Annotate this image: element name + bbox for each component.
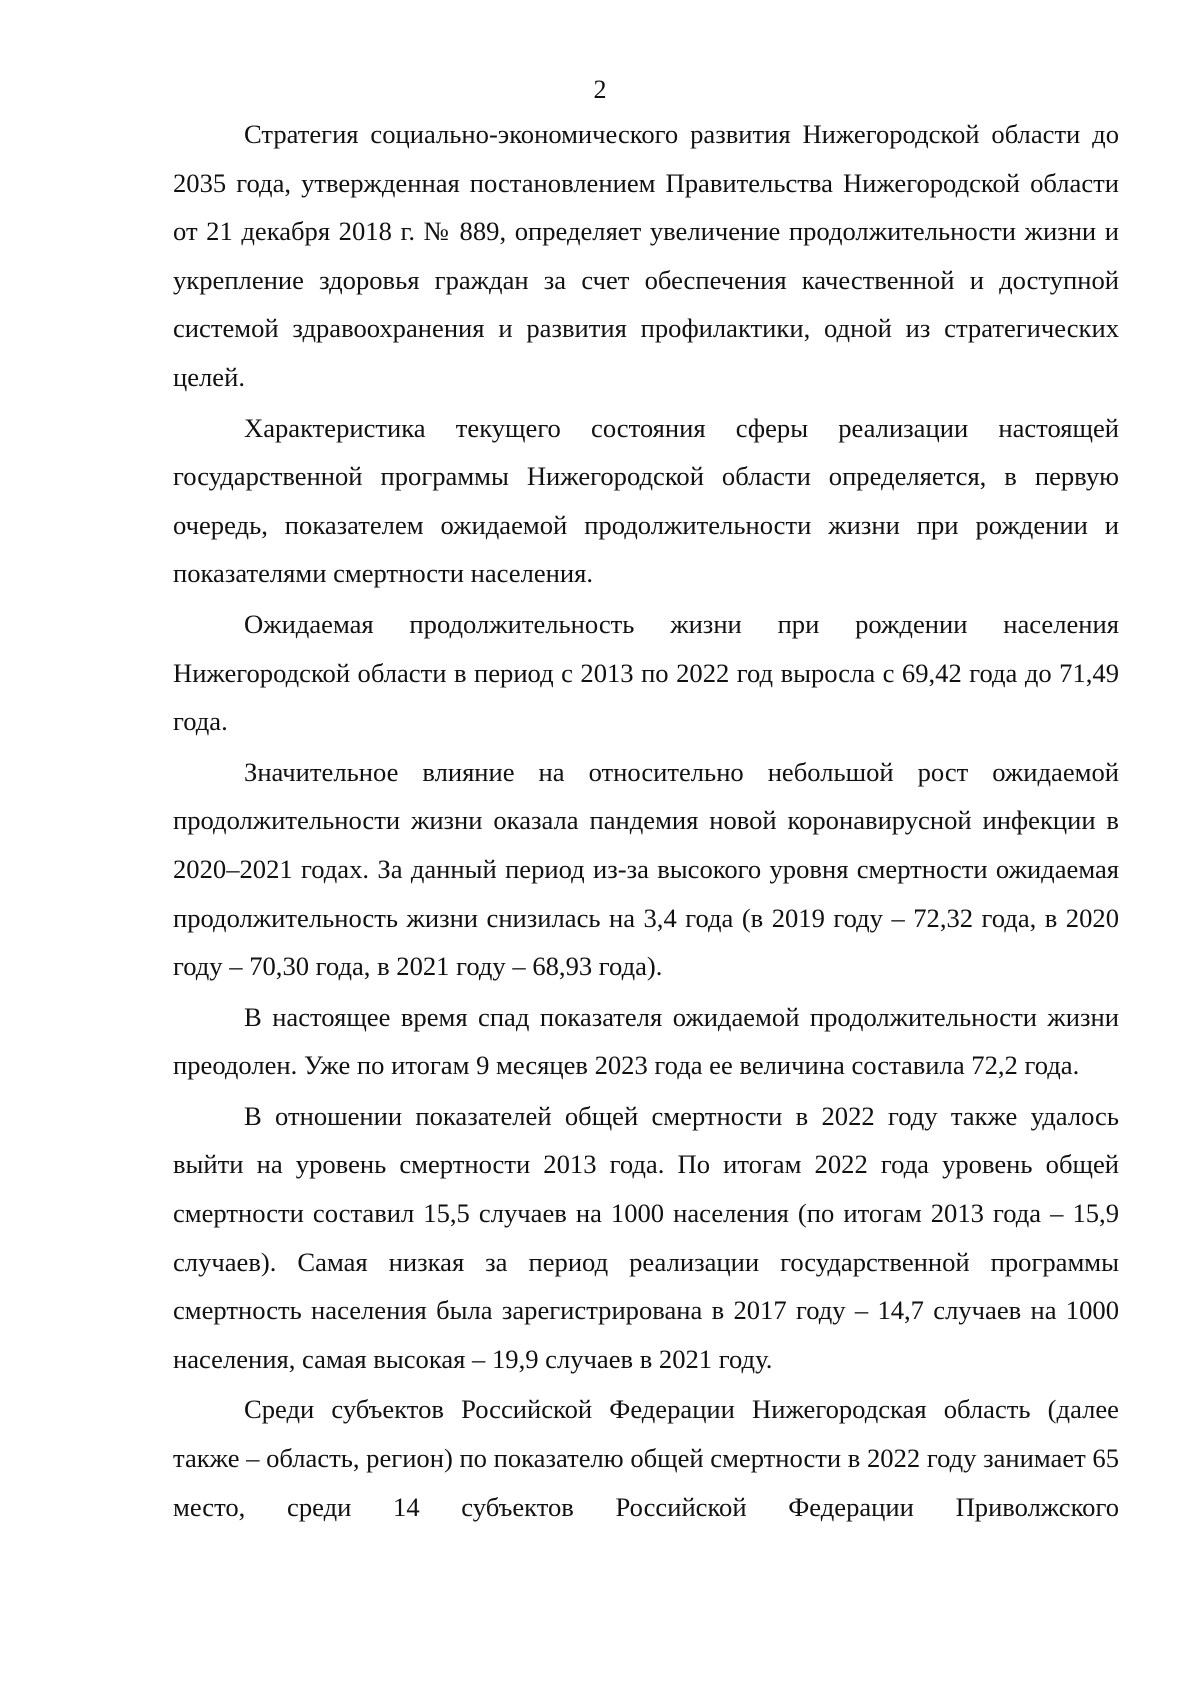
paragraph-mortality: В отношении показателей общей смертности в 2022 году также удалось выйти на уровень смертности 2013 года. По итогам 2022 года уровень общей смертности составил 15,5 случаев на 1000 населения (по итогам 2013 года – 15,9 случаев). Самая низкая за период реализации государственной программы смертность населения была зарегистрирована в 2017 году – 14,7 случаев на 1000 населения, самая высокая – 19,9 случаев в 2021 году.: [173, 1100, 1119, 1374]
paragraph-strategy: Стратегия социально-экономического развития Нижегородской области до 2035 года, утвержденная постановлением Правительства Нижегородской области от 21 декабря 2018 г. № 889, определяет увеличение продолжительности жизни и укрепление здоровья граждан за счет обеспечения качественной и доступной системой здравоохранения и развития профилактики, одной из стратегических целей.: [173, 119, 1119, 392]
document-body: [173, 110, 1119, 1533]
page-number: 2: [593, 75, 607, 104]
paragraph-life-expectancy: Ожидаемая продолжительность жизни при рождении населения Нижегородской области в период с 2013 по 2022 год выросла с 69,42 года до 71,49 года.: [173, 608, 1119, 737]
paragraph-current-state: Характеристика текущего состояния сферы реализации настоящей государственной программы Нижегородской области определяется, в первую очередь, показателем ожидаемой продолжительности жизни при рождении и показателями смертности населения.: [173, 412, 1119, 589]
paragraph-region-ranking: Среди субъектов Российской Федерации Нижегородская область (далее также – область, регион) по показателю общей смертности в 2022 году занимает 65 место, среди 14 субъектов Российской Федерации Приволжского: [173, 1394, 1119, 1522]
paragraph-pandemic-impact: Значительное влияние на относительно небольшой рост ожидаемой продолжительности жизни оказала пандемия новой коронавирусной инфекции в 2020–2021 годах. За данный период из-за высокого уровня смертности ожидаемая продолжительность жизни снизилась на 3,4 года (в 2019 году – 72,32 года, в 2020 году – 70,30 года, в 2021 году – 68,93 года).: [173, 756, 1119, 982]
paragraph-recovery: В настоящее время спад показателя ожидаемой продолжительности жизни преодолен. Уже по итогам 9 месяцев 2023 года ее величина составила 72,2 года.: [173, 1001, 1119, 1081]
